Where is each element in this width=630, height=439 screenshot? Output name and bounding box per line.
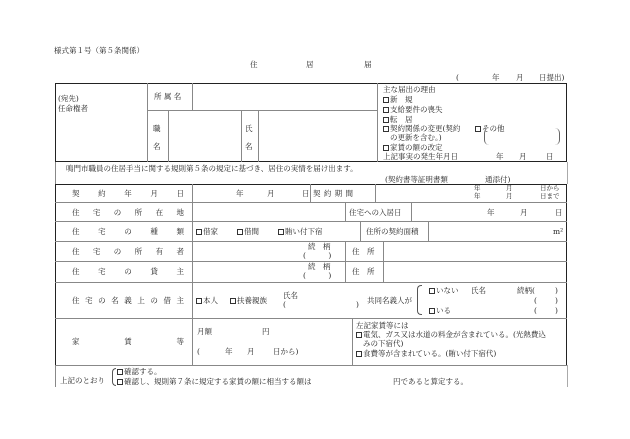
reason-other-field[interactable] bbox=[484, 128, 560, 145]
checkbox[interactable] bbox=[383, 107, 389, 113]
tenant-name-label: 氏名 bbox=[283, 291, 298, 300]
rent-label: 家 賃 等 bbox=[72, 337, 184, 346]
type-rental-room[interactable]: 借間 bbox=[237, 227, 259, 236]
area-label: 住所の契約面積 bbox=[366, 227, 419, 236]
job-label-1: 職 bbox=[153, 124, 161, 133]
reason-title: 主な届出の理由 bbox=[383, 85, 436, 94]
landlord-address-label: 住 所 bbox=[352, 267, 375, 276]
checkbox bbox=[429, 308, 435, 314]
attachment-label: (契約書等証明書類 bbox=[385, 175, 448, 184]
address-label: 住 宅 の 所 在 地 bbox=[72, 208, 184, 217]
owner-relation-field[interactable]: ( ) bbox=[303, 251, 332, 260]
rent-includes-utilities[interactable]: 電気、ガス又は水道の料金が含まれている。(光熱費込 bbox=[356, 330, 546, 339]
confirm-option-2[interactable]: 確認し、規則第７条に規定する家賃の額に相当する額は bbox=[117, 377, 312, 386]
event-date-label: 上記事実の発生年月日 bbox=[383, 152, 458, 161]
rent-note-title: 左記家賃等には bbox=[356, 321, 409, 330]
checkbox bbox=[237, 229, 243, 235]
name-field[interactable] bbox=[259, 111, 376, 161]
name-label-1: 氏 bbox=[245, 124, 253, 133]
title-char-3: 届 bbox=[364, 60, 372, 69]
type-rental-house[interactable]: 借家 bbox=[196, 227, 218, 236]
job-label-2: 名 bbox=[153, 142, 161, 151]
yen-label: 円 bbox=[262, 327, 270, 336]
co-owner-exists[interactable]: いる bbox=[429, 306, 451, 315]
owner-label: 住 宅 の 所 有 者 bbox=[72, 247, 184, 256]
title-char-2: 居 bbox=[306, 60, 314, 69]
checkbox[interactable] bbox=[383, 117, 389, 123]
monthly-rent-field[interactable] bbox=[215, 325, 260, 335]
type-boarding[interactable]: 賄い付下宿 bbox=[278, 227, 323, 236]
reason-other[interactable]: その他 bbox=[475, 124, 505, 133]
checkbox[interactable] bbox=[383, 126, 389, 132]
checkbox[interactable] bbox=[383, 97, 389, 103]
addressee: 任命権者 bbox=[58, 104, 88, 113]
reason-contract-cont: の更新を含む。) bbox=[390, 133, 442, 142]
address-field[interactable] bbox=[193, 203, 344, 220]
job-field[interactable] bbox=[169, 111, 240, 161]
checkbox[interactable] bbox=[475, 126, 481, 132]
tenant-label: 住 宅 の 名 義 上 の 借 主 bbox=[72, 296, 184, 305]
addressee-prefix: (宛先) bbox=[58, 94, 79, 103]
tenant-name-field[interactable] bbox=[290, 299, 352, 309]
checkbox bbox=[117, 369, 123, 375]
checkbox bbox=[356, 351, 362, 357]
brace bbox=[417, 285, 422, 315]
tenant-dependent[interactable]: 扶養親族 bbox=[230, 296, 267, 305]
confirm-prefix: 上記のとおり bbox=[60, 376, 105, 385]
name-label-2: 名 bbox=[245, 142, 253, 151]
confirm-suffix: 円であると算定する。 bbox=[393, 377, 468, 386]
tenant-self[interactable]: 本人 bbox=[196, 296, 218, 305]
landlord-relation-label: 続 柄 bbox=[308, 262, 331, 271]
contract-date-label: 契 約 年 月 日 bbox=[72, 189, 184, 198]
reason-new[interactable]: 新 規 bbox=[383, 95, 413, 104]
owner-address-field[interactable] bbox=[384, 242, 566, 260]
statement: 鳴門市職員の住居手当に関する規則第５条の規定に基づき、居住の実情を届け出ます。 bbox=[66, 164, 358, 173]
move-in-label: 住宅への入居日 bbox=[349, 208, 402, 217]
dept-label: 所 属 名 bbox=[154, 92, 182, 101]
area-unit: m² bbox=[553, 227, 564, 236]
co-owner-label: 共同名義人が bbox=[367, 296, 412, 305]
title-char-1: 住 bbox=[250, 60, 258, 69]
reason-move[interactable]: 転 居 bbox=[383, 115, 413, 124]
reason-rent-change[interactable]: 家賃の額の改定 bbox=[383, 143, 443, 152]
dept-field[interactable] bbox=[193, 84, 376, 109]
owner-address-label: 住 所 bbox=[352, 247, 375, 256]
checkbox bbox=[196, 229, 202, 235]
checkbox bbox=[196, 298, 202, 304]
rent-includes-utilities-cont: みの下宿代) bbox=[363, 339, 404, 348]
reason-loss[interactable]: 支給要件の喪失 bbox=[383, 105, 443, 114]
owner-relation-label: 続 柄 bbox=[308, 242, 331, 251]
co-owner-name-label: 氏名 bbox=[471, 286, 486, 295]
rent-includes-meals[interactable]: 食費等が含まれている。(賄い付下宿代) bbox=[356, 349, 496, 358]
landlord-label: 住 宅 の 貸 主 bbox=[72, 267, 184, 276]
attachment-count[interactable]: 通添付) bbox=[485, 175, 511, 184]
checkbox bbox=[117, 379, 123, 385]
confirm-option-1[interactable]: 確認する。 bbox=[117, 367, 162, 376]
checkbox[interactable] bbox=[383, 145, 389, 151]
housing-type-label: 住 宅 の 種 類 bbox=[72, 227, 184, 236]
landlord-address-field[interactable] bbox=[384, 262, 566, 281]
checkbox bbox=[429, 288, 435, 294]
brace bbox=[112, 368, 116, 386]
form-number: 様式第１号（第５条関係） bbox=[54, 46, 144, 55]
monthly-label: 月額 bbox=[197, 327, 212, 336]
co-owner-none[interactable]: いない bbox=[429, 286, 459, 295]
checkbox bbox=[356, 332, 362, 338]
contract-period-label: 契 約 期 間 bbox=[313, 189, 353, 198]
reason-contract-change[interactable]: 契約関係の変更(契約 bbox=[383, 124, 460, 133]
landlord-relation-field[interactable]: ( ) bbox=[303, 271, 332, 280]
checkbox bbox=[230, 298, 236, 304]
co-owner-relation-label: 続柄( bbox=[517, 286, 535, 295]
equivalent-amount-field[interactable] bbox=[330, 376, 390, 386]
checkbox bbox=[278, 229, 284, 235]
area-field[interactable] bbox=[429, 222, 566, 240]
